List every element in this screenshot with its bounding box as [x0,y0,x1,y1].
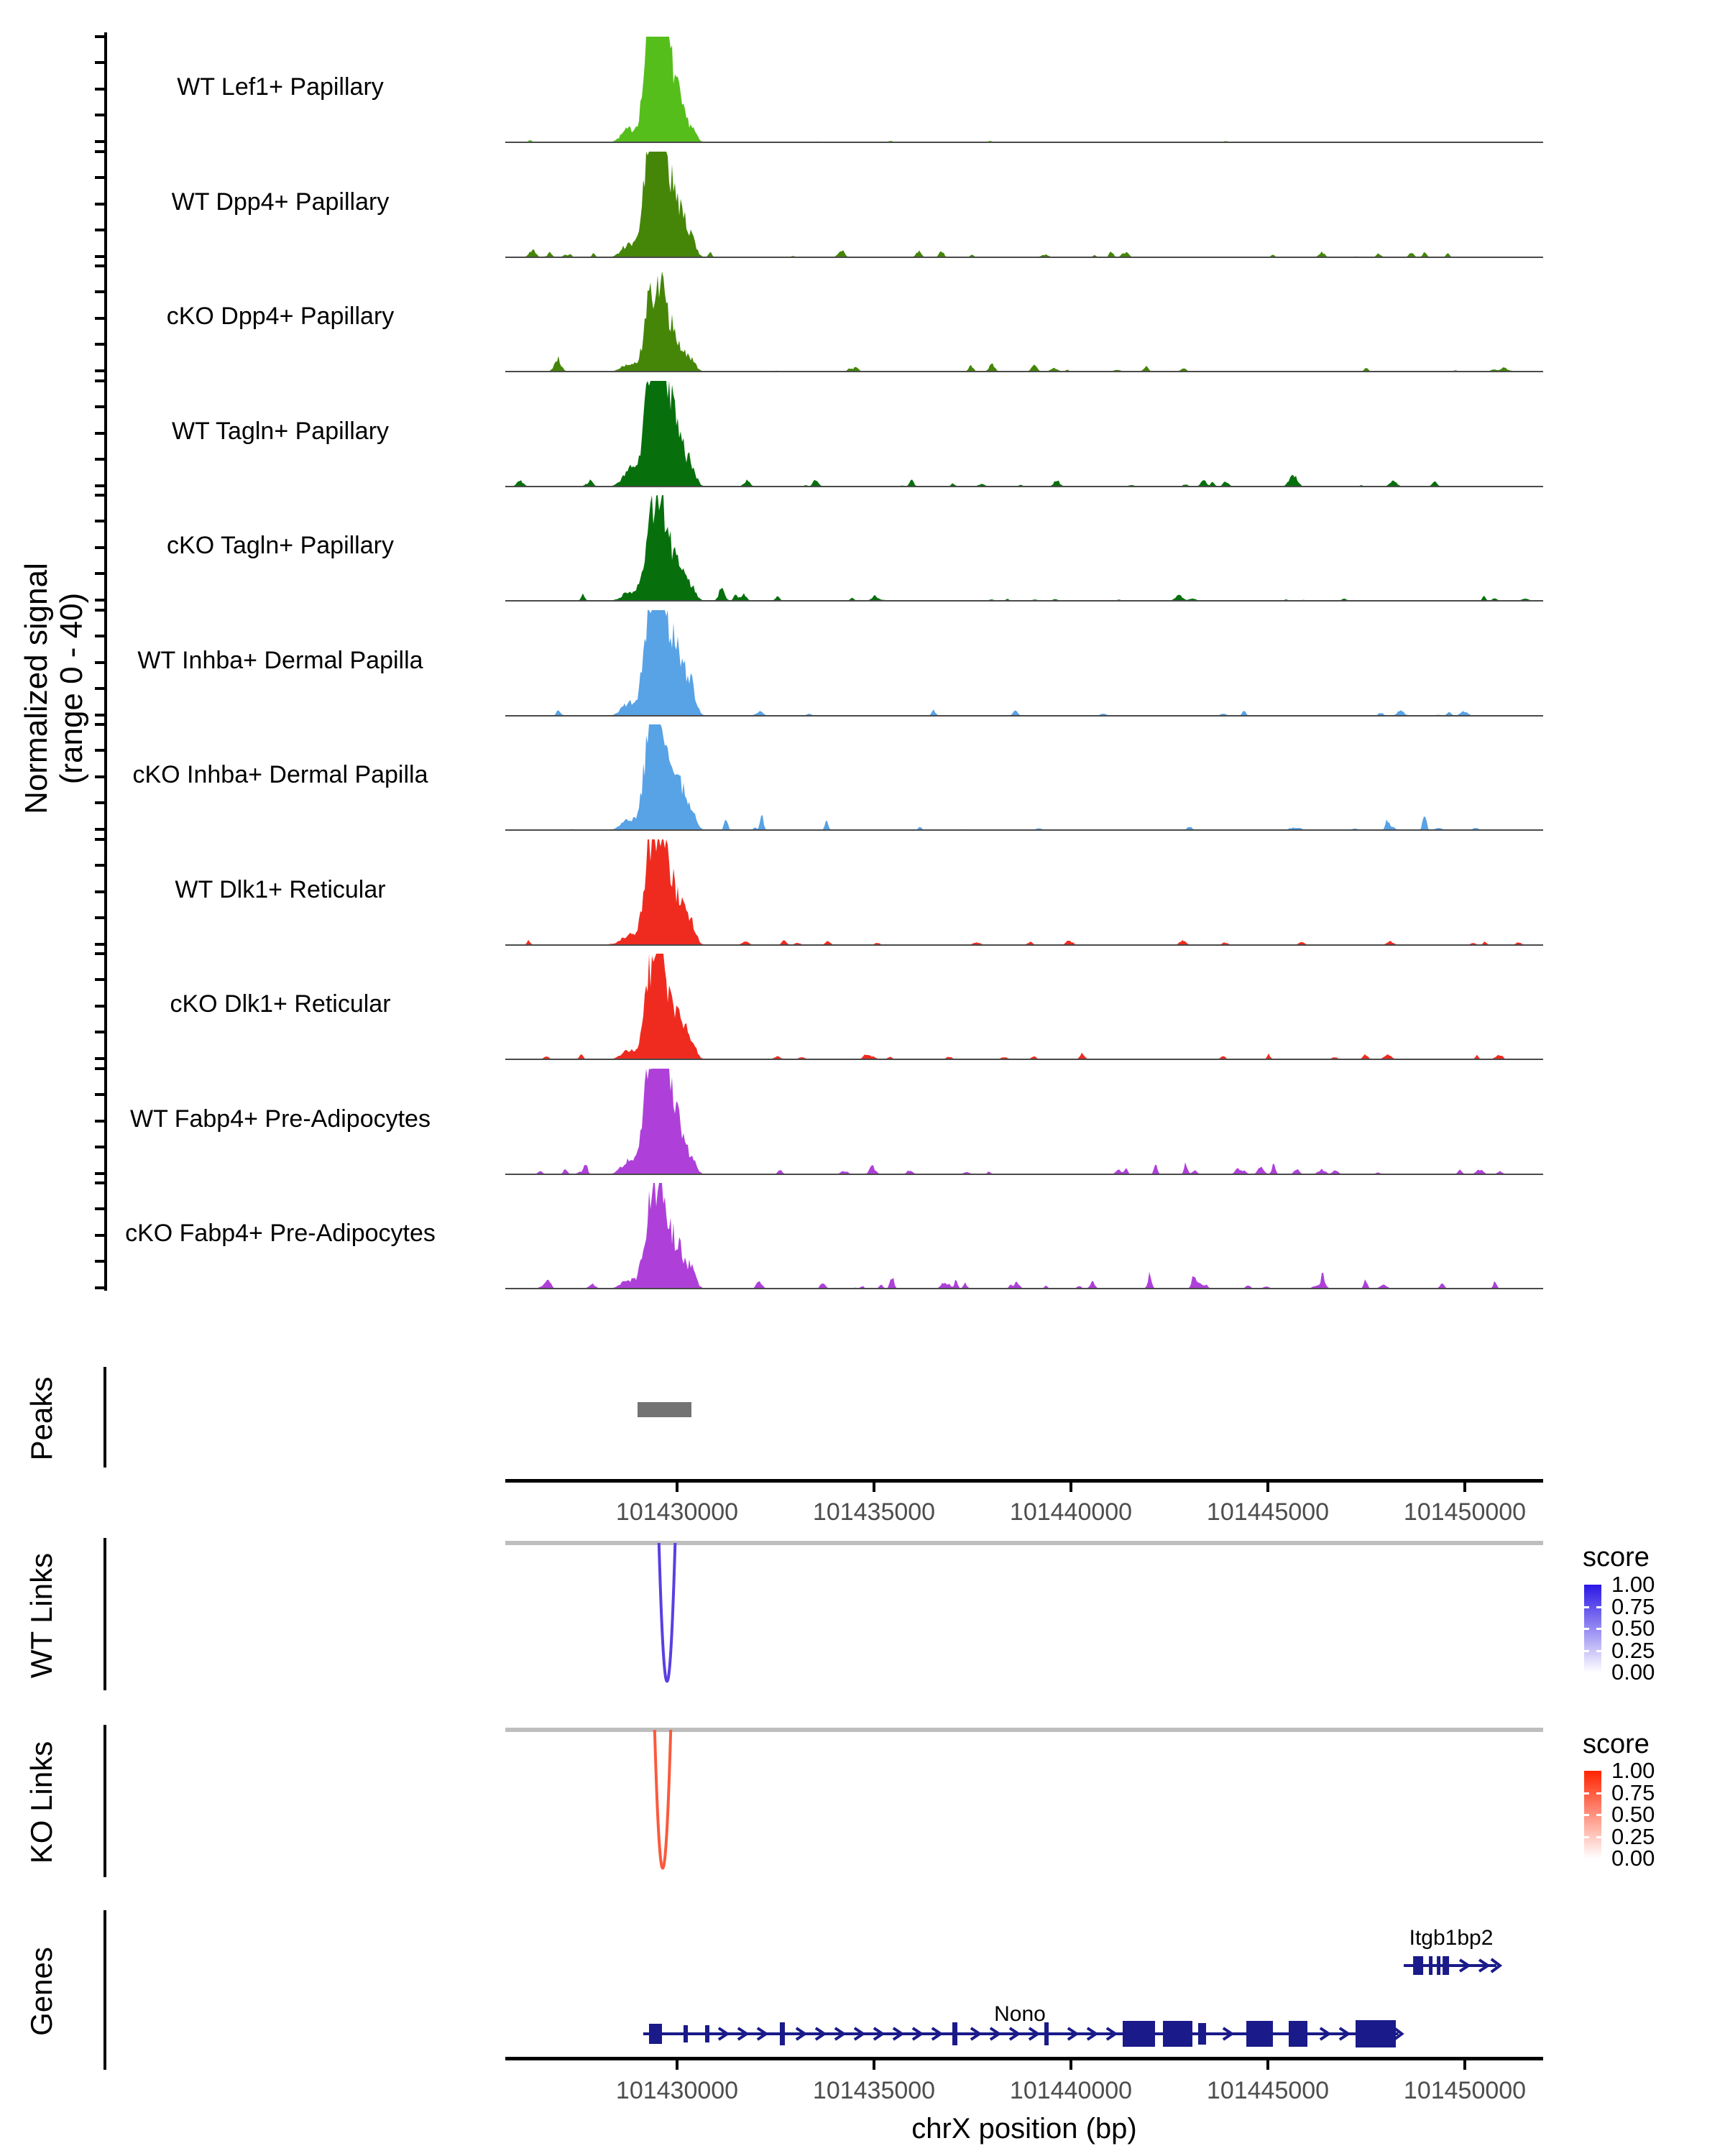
peaks-x-axis-tick [873,1483,875,1492]
ko-score-legend-label: 0.00 [1611,1846,1655,1871]
ko-links-section-label: KO Links [24,1741,58,1864]
signal-y-axis-tick [95,140,105,143]
signal-track-8 [505,838,1543,946]
signal-y-axis-tick [95,828,105,831]
wt-links-section-label: WT Links [24,1552,58,1679]
signal-y-axis-tick [95,749,105,752]
track-label: WT Lef1+ Papillary [177,73,384,101]
signal-y-axis-tick [95,801,105,804]
signal-y-axis-tick [95,264,105,267]
wt-score-legend-bar-tick [1596,1650,1601,1652]
signal-y-axis-tick [95,1067,105,1070]
signal-track-4 [505,379,1543,487]
signal-y-axis-tick [95,150,105,153]
wt-score-legend-bar-tick [1584,1606,1589,1608]
signal-y-axis-tick [95,405,105,408]
ko-links-panel [505,1726,1543,1883]
genes-x-axis-tick-label: 101440000 [1009,2077,1133,2104]
track-label: cKO Dlk1+ Reticular [170,990,391,1018]
track-label: cKO Inhba+ Dermal Papilla [132,761,428,788]
signal-track-7 [505,723,1543,831]
signal-y-axis-tick [95,1031,105,1033]
signal-y-axis-tick [95,255,105,258]
signal-track-11 [505,1181,1543,1289]
signal-y-axis-tick [95,494,105,497]
ko-score-legend-label: 0.25 [1611,1823,1655,1849]
peaks-x-axis-line [505,1479,1543,1483]
signal-y-axis-tick [95,864,105,867]
gene-name-itgb1bp2: Itgb1bp2 [1409,1926,1494,1950]
ko-score-legend-label: 0.50 [1611,1802,1655,1827]
signal-y-axis-tick [95,1286,105,1289]
signal-y-axis-tick [95,369,105,372]
wt-score-legend-bar-tick [1584,1650,1589,1652]
signal-y-axis-tick [95,599,105,602]
wt-score-legend-label: 0.75 [1611,1593,1655,1619]
genes-x-axis-tick-label: 101435000 [812,2077,936,2104]
track-label: WT Fabp4+ Pre-Adipocytes [130,1105,431,1133]
signal-track-3 [505,264,1543,372]
track-label: cKO Fabp4+ Pre-Adipocytes [125,1220,436,1247]
ko-links-bracket [104,1725,106,1877]
signal-y-axis-tick [95,952,105,955]
wt-score-legend-bar-tick [1584,1628,1589,1630]
signal-y-axis-tick [95,290,105,293]
wt-links-panel [505,1539,1543,1696]
y-axis-label-line1: Normalized signal [19,563,54,814]
signal-y-axis-tick [95,978,105,981]
wt-score-legend-label: 0.25 [1611,1637,1655,1663]
track-label: WT Inhba+ Dermal Papilla [137,647,423,674]
signal-track-5 [505,494,1543,602]
ko-score-legend-title: score [1583,1729,1650,1759]
signal-track-1 [505,35,1543,143]
peaks-x-axis-tick-label: 101430000 [615,1498,739,1526]
signal-y-axis-tick [95,635,105,637]
track-label: WT Dlk1+ Reticular [175,876,386,903]
signal-track-2 [505,150,1543,258]
signal-y-axis-tick [95,35,105,38]
peaks-x-axis-tick [1070,1483,1072,1492]
signal-y-axis-tick [95,1181,105,1184]
wt-score-legend-label: 0.00 [1611,1659,1655,1685]
signal-y-axis-tick [95,176,105,179]
genes-x-axis-tick-label: 101450000 [1403,2077,1527,2104]
track-label: cKO Dpp4+ Papillary [166,303,395,330]
wt-score-legend-label: 0.50 [1611,1616,1655,1641]
y-axis-label [19,473,89,904]
ko-score-legend-bar-tick [1596,1792,1601,1795]
peaks-x-axis-tick-label: 101440000 [1009,1498,1133,1526]
ko-score-legend-bar-tick [1596,1814,1601,1816]
peaks-x-axis-tick [676,1483,678,1492]
ko-score-legend-bar-tick [1596,1836,1601,1838]
signal-track-10 [505,1067,1543,1175]
genes-x-axis-tick-label: 101430000 [615,2077,739,2104]
peaks-bracket [104,1367,106,1468]
genes-section-label: Genes [24,1947,58,2036]
signal-y-axis-tick [95,61,105,64]
signal-y-axis-tick [95,484,105,487]
signal-y-axis-tick [95,609,105,612]
peak-interval-bar [638,1402,691,1417]
signal-y-axis-tick [95,458,105,461]
track-label: WT Tagln+ Papillary [171,418,390,445]
peaks-x-axis-tick [1266,1483,1269,1492]
wt-links-bracket [104,1538,106,1690]
genes-bracket [104,1910,106,2070]
signal-y-axis-tick [95,1146,105,1148]
wt-score-legend-bar-tick [1596,1606,1601,1608]
signal-y-axis-tick [95,1093,105,1096]
ko-score-legend-label: 0.75 [1611,1779,1655,1805]
signal-y-axis-tick [95,723,105,726]
peaks-section-label: Peaks [24,1376,58,1461]
peaks-x-axis-tick-label: 101450000 [1403,1498,1527,1526]
signal-y-axis-tick [95,838,105,841]
ko-score-legend-bar-tick [1584,1836,1589,1838]
gene-name-nono: Nono [994,2002,1046,2026]
signal-y-axis-tick [95,916,105,919]
signal-y-axis-tick [95,343,105,346]
track-label: WT Dpp4+ Papillary [171,188,390,216]
genes-x-axis-tick-label: 101445000 [1206,2077,1330,2104]
signal-y-axis-tick [95,714,105,717]
peaks-x-axis-tick-label: 101445000 [1206,1498,1330,1526]
ko-score-legend-bar-tick [1584,1814,1589,1816]
signal-y-axis-tick [95,114,105,116]
signal-y-axis-tick [95,687,105,690]
track-label: cKO Tagln+ Papillary [167,532,394,559]
signal-y-axis-tick [95,572,105,575]
signal-y-axis-tick [95,229,105,231]
signal-y-axis-tick [95,1260,105,1263]
wt-score-legend-title: score [1583,1542,1650,1572]
signal-y-axis-tick [95,520,105,522]
signal-track-6 [505,609,1543,717]
signal-y-axis-tick [95,943,105,946]
peaks-x-axis-tick [1463,1483,1466,1492]
wt-score-legend-bar-tick [1596,1628,1601,1630]
ko-score-legend-bar-tick [1584,1792,1589,1795]
signal-y-axis-tick [95,1207,105,1210]
signal-y-axis-tick [95,1172,105,1175]
wt-score-legend-label: 1.00 [1611,1572,1655,1597]
signal-y-axis-tick [95,1057,105,1060]
x-axis-title: chrX position (bp) [911,2113,1137,2145]
ko-score-legend-label: 1.00 [1611,1758,1655,1783]
peaks-x-axis-tick-label: 101435000 [812,1498,936,1526]
signal-track-9 [505,952,1543,1060]
y-axis-label-line2: (range 0 - 40) [54,592,89,785]
signal-y-axis-tick [95,379,105,382]
